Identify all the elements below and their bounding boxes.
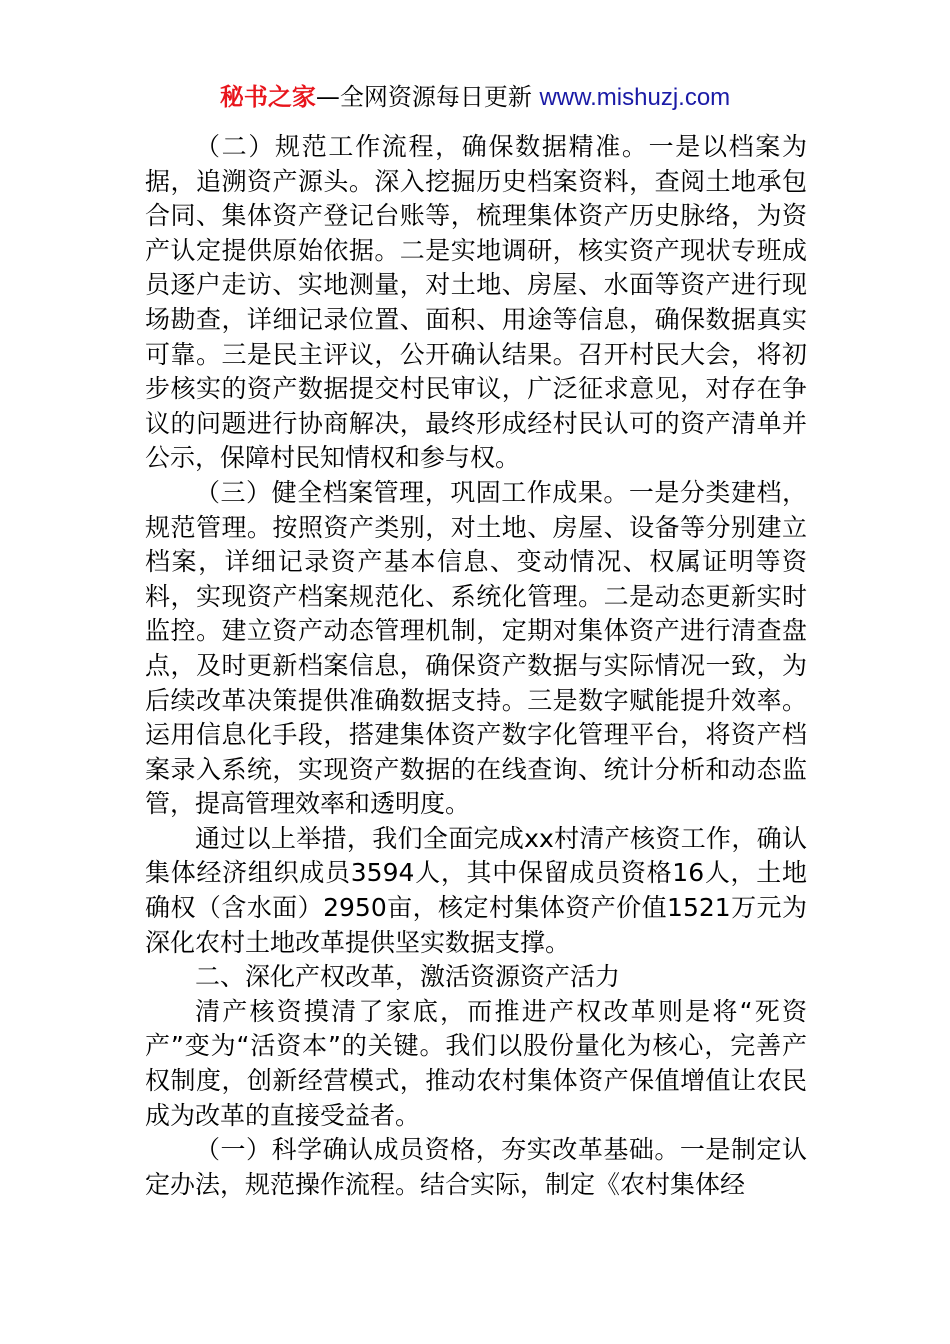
site-tagline: —全网资源每日更新: [315, 83, 540, 111]
site-brand: 秘书之家: [219, 83, 316, 111]
paragraph-property-reform-intro: 清产核资摸清了家底，而推进产权改革则是将“死资产”变为“活资本”的关键。我们以股份量化为核心，完善产权制度，创新经营模式，推动农村集体资产保值增值让农民成为改革的直接受益者。: [145, 996, 807, 1130]
site-header: [0, 80, 950, 115]
document-body: [145, 130, 807, 1202]
paragraph-archive-management: （三）健全档案管理，巩固工作成果。一是分类建档，规范管理。按照资产类别，对土地、房屋、设备等分别建立档案，详细记录资产基本信息、变动情况、权属证明等资料，实现资产档案规范化、系统化管理。二是动态更新实时监控。建立资产动态管理机制，定期对集体资产进行清查盘点，及时更新档案信息，确保资产数据与实际情况一致，为后续改革决策提供准确数据支持。三是数字赋能提升效率。运用信息化手段，搭建集体资产数字化管理平台，将资产档案录入系统，实现资产数据的在线查询、统计分析和动态监管，提高管理效率和透明度。: [145, 477, 807, 819]
paragraph-asset-verification: （二）规范工作流程，确保数据精准。一是以档案为据，追溯资产源头。深入挖掘历史档案资料，查阅土地承包合同、集体资产登记台账等，梳理集体资产历史脉络，为资产认定提供原始依据。二是实地调研，核实资产现状专班成员逐户走访、实地测量，对土地、房屋、水面等资产进行现场勘查，详细记录位置、面积、用途等信息，确保数据真实可靠。三是民主评议，公开确认结果。召开村民大会，将初步核实的资产数据提交村民审议，广泛征求意见，对存在争议的问题进行协商解决，最终形成经村民认可的资产清单并公示，保障村民知情权和参与权。: [145, 132, 807, 473]
paragraph-membership-confirmation: （一）科学确认成员资格，夯实改革基础。一是制定认定办法，规范操作流程。结合实际，制定《农村集体经: [145, 1135, 807, 1199]
section-heading-property-reform: 二、深化产权改革，激活资源资产活力: [195, 962, 621, 992]
paragraph-results-summary: 通过以上举措，我们全面完成xx村清产核资工作，确认集体经济组织成员3594人，其中保留成员资格16人，土地确权（含水面）2950亩，核定村集体资产价值1521万元为深化农村土地改革提供坚实数据支撑。: [145, 823, 807, 957]
site-url-link[interactable]: www.mishuzj.com: [539, 84, 731, 111]
